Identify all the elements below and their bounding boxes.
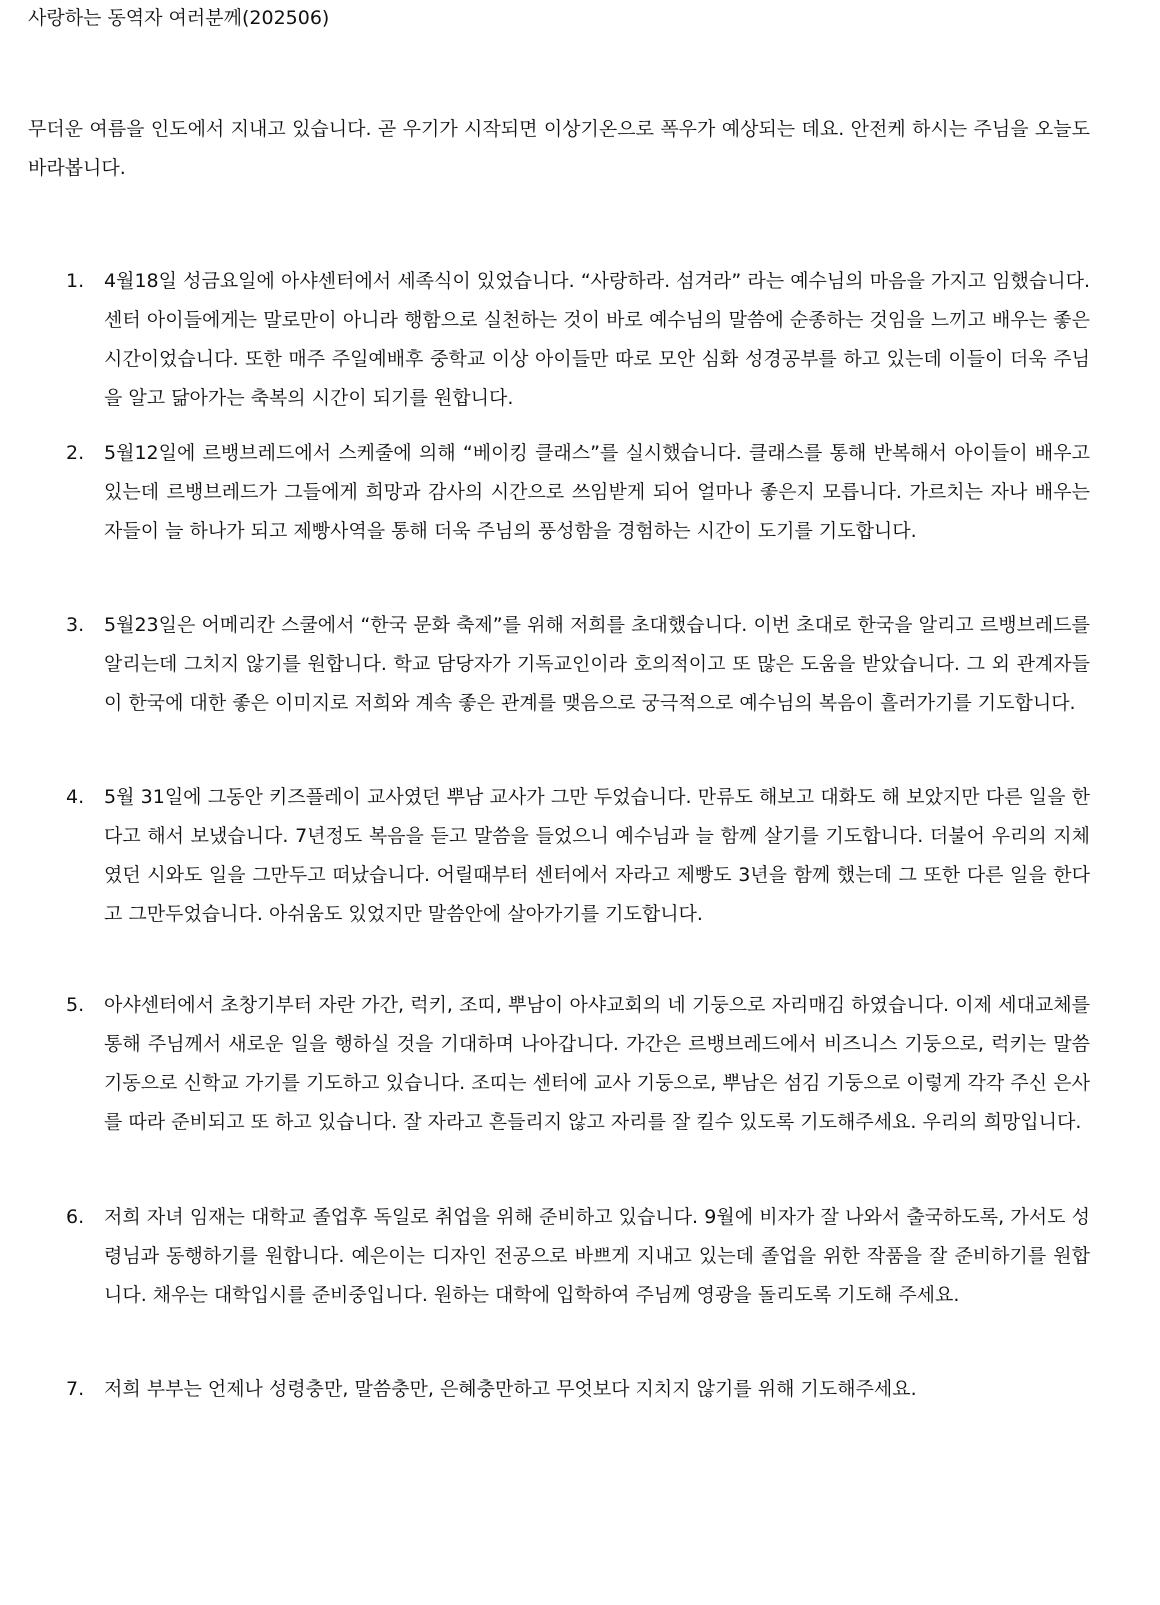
item-text: 아샤센터에서 초창기부터 자란 가간, 럭키, 조띠, 뿌남이 아샤교회의 네 기둥으로 자리매김 하였습니다. 이제 세대교체를 통해 주님께서 새로운 일을 행하실 것을 기대하며 나아갑니다. 가간은 르뱅브레드에서 비즈니스 기둥으로, 럭키는 말씀 기동으로 신학교 가기를 기도하고 있습니다. 조띠는 센터에 교사 기둥으로, 뿌남은 섬김 기둥으로 이렇게 각각 주신 은사를 따라 준비되고 또 하고 있습니다. 잘 자라고 흔들리지 않고 자리를 잘 킬수 있도록 기도해주세요. 우리의 희망입니다. xyxy=(104,994,1090,1133)
item-text: 5월23일은 어메리칸 스쿨에서 “한국 문화 축제”를 위해 저희를 초대했습니다. 이번 초대로 한국을 알리고 르뱅브레드를 알리는데 그치지 않기를 원합니다. 학교 담당자가 기독교인이라 호의적이고 또 많은 도움을 받았습니다. 그 외 관계자들이 한국에 대한 좋은 이미지로 저희와 계속 좋은 관계를 맺음으로 궁극적으로 예수님의 복음이 흘러가기를 기도합니다. xyxy=(104,614,1090,714)
item-text: 4월18일 성금요일에 아샤센터에서 세족식이 있었습니다. “사랑하라. 섬겨라” 라는 예수님의 마음을 가지고 임했습니다. 센터 아이들에게는 말로만이 아니라 행함으로 실천하는 것이 바로 예수님의 말씀에 순종하는 것임을 느끼고 배우는 좋은 시간이었습니다. 또한 매주 주일예배후 중학교 이상 아이들만 따로 모안 심화 성경공부를 하고 있는데 이들이 더욱 주님을 알고 닮아가는 축복의 시간이 되기를 원합니다. xyxy=(104,270,1090,409)
letter-title: 사랑하는 동역자 여러분께(202506) xyxy=(28,7,330,29)
item-text: 5월 31일에 그동안 키즈플레이 교사였던 뿌남 교사가 그만 두었습니다. 만류도 해보고 대화도 해 보았지만 다른 일을 한다고 해서 보냈습니다. 7년정도 복음을 듣고 말씀을 들었으니 예수님과 늘 함께 살기를 기도합니다. 더불어 우리의 지체였던 시와도 일을 그만두고 떠났습니다. 어릴때부터 센터에서 자라고 제빵도 3년을 함께 했는데 그 또한 다른 일을 한다고 그만두었습니다. 아쉬움도 있었지만 말씀안에 살아가기를 기도합니다. xyxy=(104,786,1090,925)
item-text: 저희 자녀 임재는 대학교 졸업후 독일로 취업을 위해 준비하고 있습니다. 9월에 비자가 잘 나와서 출국하도록, 가서도 성령님과 동행하기를 원합니다. 예은이는 디자인 전공으로 바쁘게 지내고 있는데 졸업을 위한 작품을 잘 준비하기를 원합니다. 채우는 대학입시를 준비중입니다. 원하는 대학에 입학하여 주님께 영광을 돌리도록 기도해 주세요. xyxy=(104,1206,1090,1306)
item-number: 5. xyxy=(66,994,85,1016)
item-number: 4. xyxy=(66,786,85,808)
item-number: 7. xyxy=(66,1378,85,1400)
item-number: 3. xyxy=(66,614,85,636)
item-text: 저희 부부는 언제나 성령충만, 말씀충만, 은혜충만하고 무엇보다 지치지 않기를 위해 기도해주세요. xyxy=(104,1378,917,1400)
intro-paragraph: 무더운 여름을 인도에서 지내고 있습니다. 곧 우기가 시작되면 이상기온으로 폭우가 예상되는 데요. 안전케 하시는 주님을 오늘도 바라봅니다. xyxy=(28,118,1090,179)
item-number: 6. xyxy=(66,1206,85,1228)
item-number: 2. xyxy=(66,442,85,464)
item-number: 1. xyxy=(66,270,85,292)
item-text: 5월12일에 르뱅브레드에서 스케줄에 의해 “베이킹 클래스”를 실시했습니다. 클래스를 통해 반복해서 아이들이 배우고 있는데 르뱅브레드가 그들에게 희망과 감사의 시간으로 쓰임받게 되어 얼마나 좋은지 모릅니다. 가르치는 자나 배우는 자들이 늘 하나가 되고 제빵사역을 통해 더욱 주님의 풍성함을 경험하는 시간이 도기를 기도합니다. xyxy=(104,442,1090,542)
